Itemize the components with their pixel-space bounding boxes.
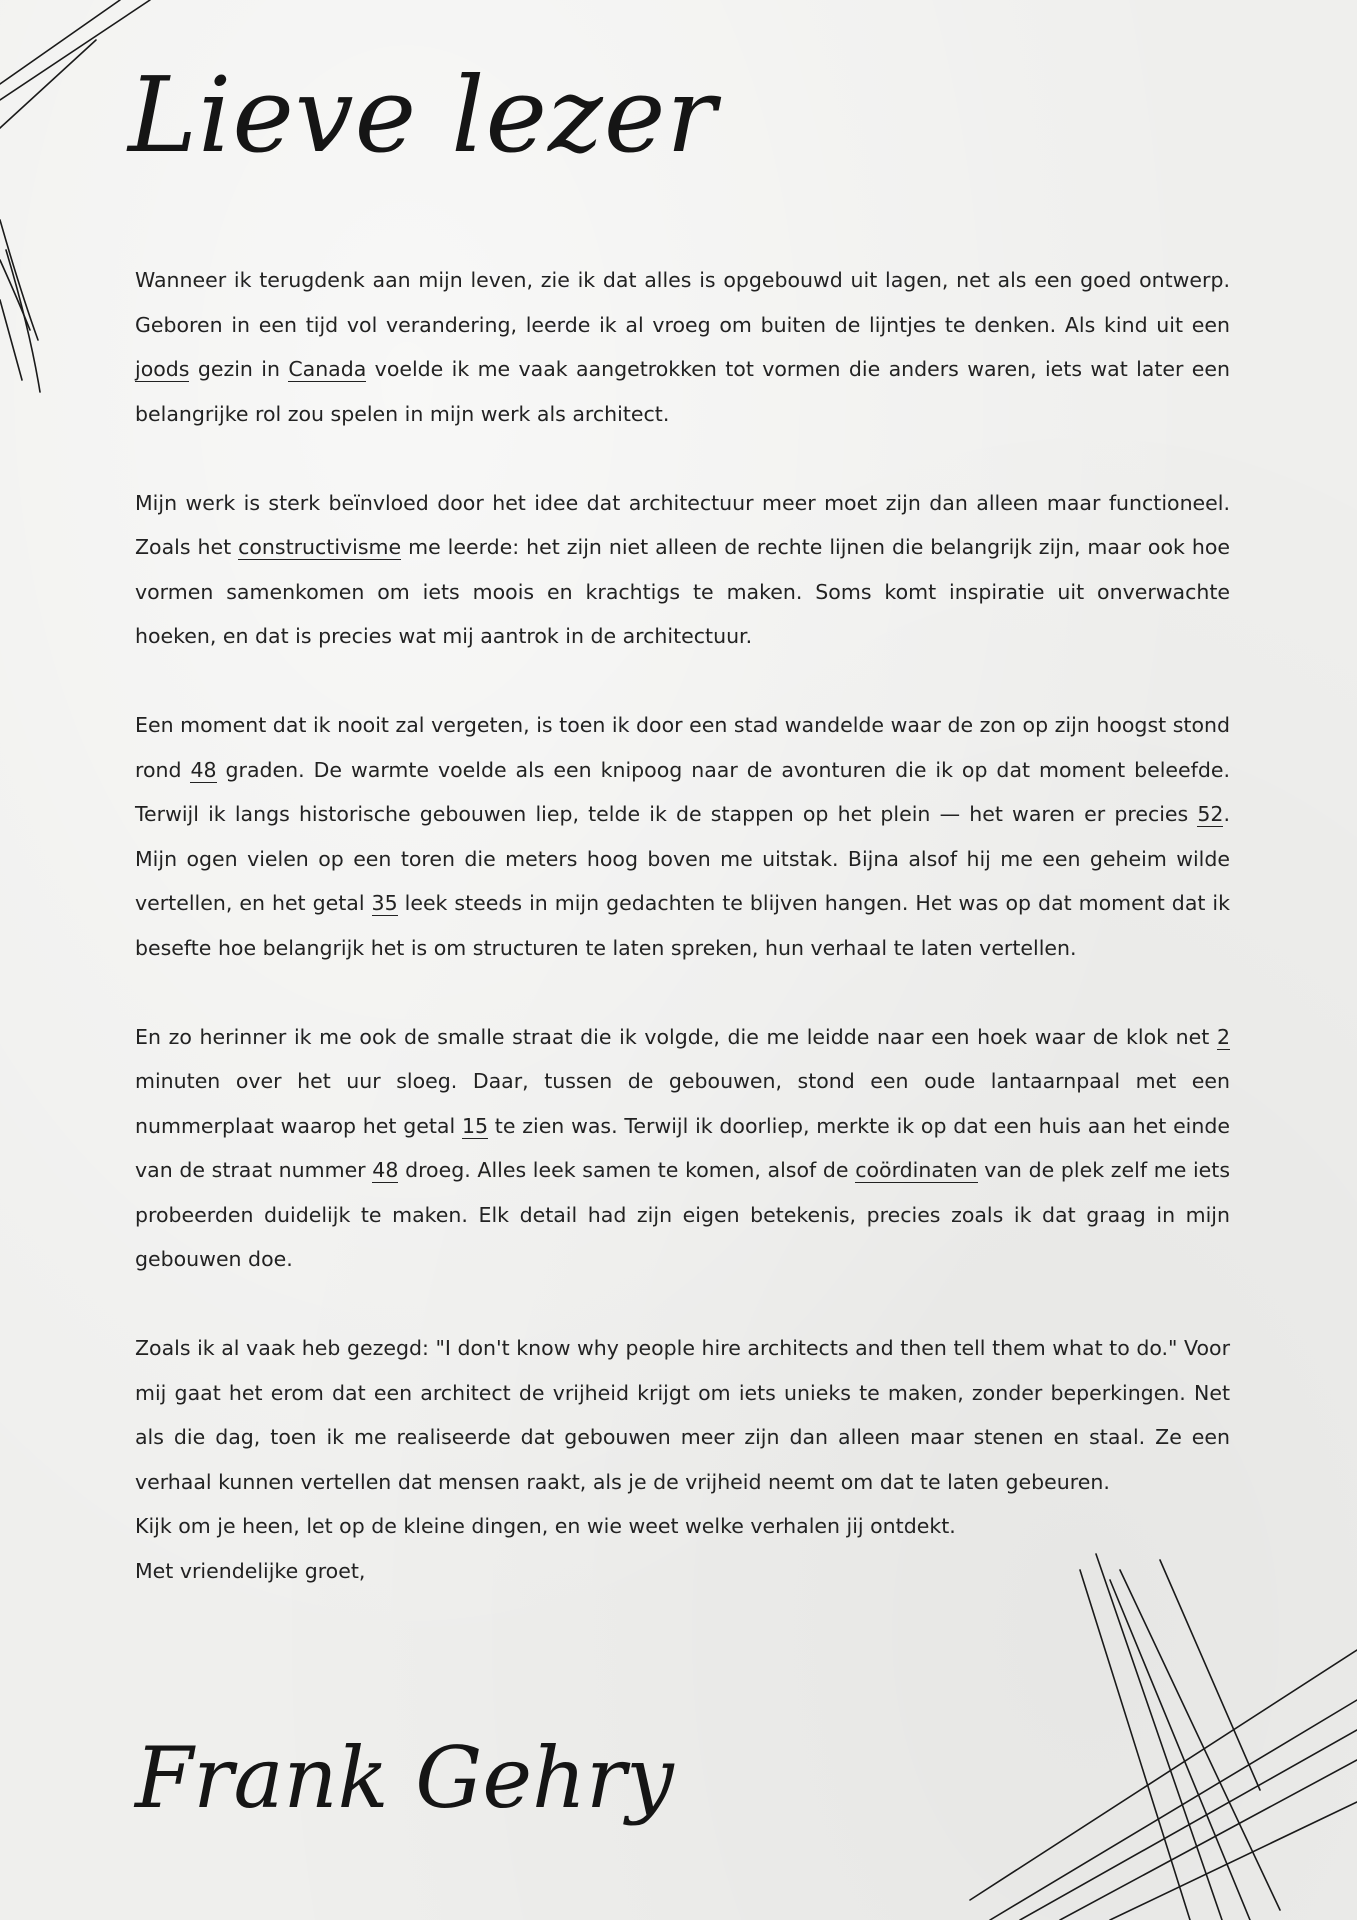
paragraph-1 [135,258,1230,436]
underlined-word: Canada [288,357,367,381]
text: . Mijn ogen vielen op een toren die meters hoog boven me uitstak. Bijna alsof hij me een geheim wilde vertellen, en het getal [135,802,1230,915]
text: minuten over het uur sloeg. Daar, tussen de gebouwen, stond een oude lantaarnpaal met een nummerplaat waarop het getal [135,1069,1230,1138]
text: gezin in [189,357,289,381]
paragraph-4 [135,1015,1230,1282]
paragraph-6: Kijk om je heen, let op de kleine dingen, en wie weet welke verhalen jij ontdekt. [135,1514,956,1538]
underlined-number: 15 [461,1113,489,1138]
text: Wanneer ik terugdenk aan mijn leven, zie ik dat alles is opgebouwd uit lagen, net als een goed ontwerp. Geboren in een tijd vol verandering, leerde ik al vroeg om buiten de lijntjes te denken. Als kind uit een [135,268,1230,337]
text: voelde ik me vaak aangetrokken tot vormen die anders waren, iets wat later een belangrijke rol zou spelen in mijn werk als architect. [135,357,1230,426]
text: Een moment dat ik nooit zal vergeten, is toen ik door een stad wandelde waar de zon op zijn hoogst stond rond [135,713,1230,782]
underlined-word: coördinaten [855,1158,978,1182]
heading: Lieve lezer [128,54,718,176]
underlined-number: 52 [1197,802,1224,826]
text: van de plek zelf me iets probeerden duidelijk te maken. Elk detail had zijn eigen betekenis, precies zoals ik dat graag in mijn gebouwen doe. [135,1158,1231,1271]
underlined-number: 2 [1216,1024,1230,1049]
closing: Met vriendelijke groet, [135,1558,366,1583]
paragraph-5: Zoals ik al vaak heb gezegd: "I don't know why people hire architects and then tell them what to do." Voor mij gaat het erom dat een architect de vrijheid krijgt om iets unieks te maken, zonder beperkingen. Net als die dag, toen ik me realiseerde dat gebouwen meer zijn dan alleen maar stenen en staal. Ze een verhaal kunnen vertellen dat mensen raakt, als je de vrijheid neemt om dat te laten gebeuren. [135,1336,1230,1494]
signature: Frank Gehry [135,1729,674,1827]
text: Mijn werk is sterk beïnvloed door het idee dat architectuur meer moet zijn dan alleen maar functioneel. Zoals het [135,490,1230,559]
text: En zo herinner ik me ook de smalle straat die ik volgde, die me leidde naar een hoek waar de klok net [135,1024,1217,1049]
text: me leerde: het zijn niet alleen de rechte lijnen die belangrijk zijn, maar ook hoe vormen samenkomen om iets moois en krachtigs te maken. Soms komt inspiratie uit onverwachte hoeken, en dat is precies wat mij aantrok in de architectuur. [135,535,1230,648]
underlined-number: 48 [372,1158,399,1182]
underlined-word: joods [135,357,190,381]
paragraph-3 [135,703,1230,970]
letter-body [135,258,1230,1593]
text: te zien was. Terwijl ik doorliep, merkte ik op dat een huis aan het einde van de straat nummer [135,1113,1230,1182]
text: graden. De warmte voelde als een knipoog naar de avonturen die ik op dat moment beleefde. Terwijl ik langs historische gebouwen liep, telde ik de stappen op het plein — het waren er precies [135,757,1230,826]
text: leek steeds in mijn gedachten te blijven hangen. Het was op dat moment dat ik besefte hoe belangrijk het is om structuren te laten spreken, hun verhaal te laten vertellen. [135,891,1230,960]
underlined-number: 48 [190,757,217,782]
underlined-word: constructivisme [238,535,402,559]
paragraph-2 [135,481,1230,659]
text: droeg. Alles leek samen te komen, alsof de [398,1158,856,1182]
underlined-number: 35 [371,891,398,915]
